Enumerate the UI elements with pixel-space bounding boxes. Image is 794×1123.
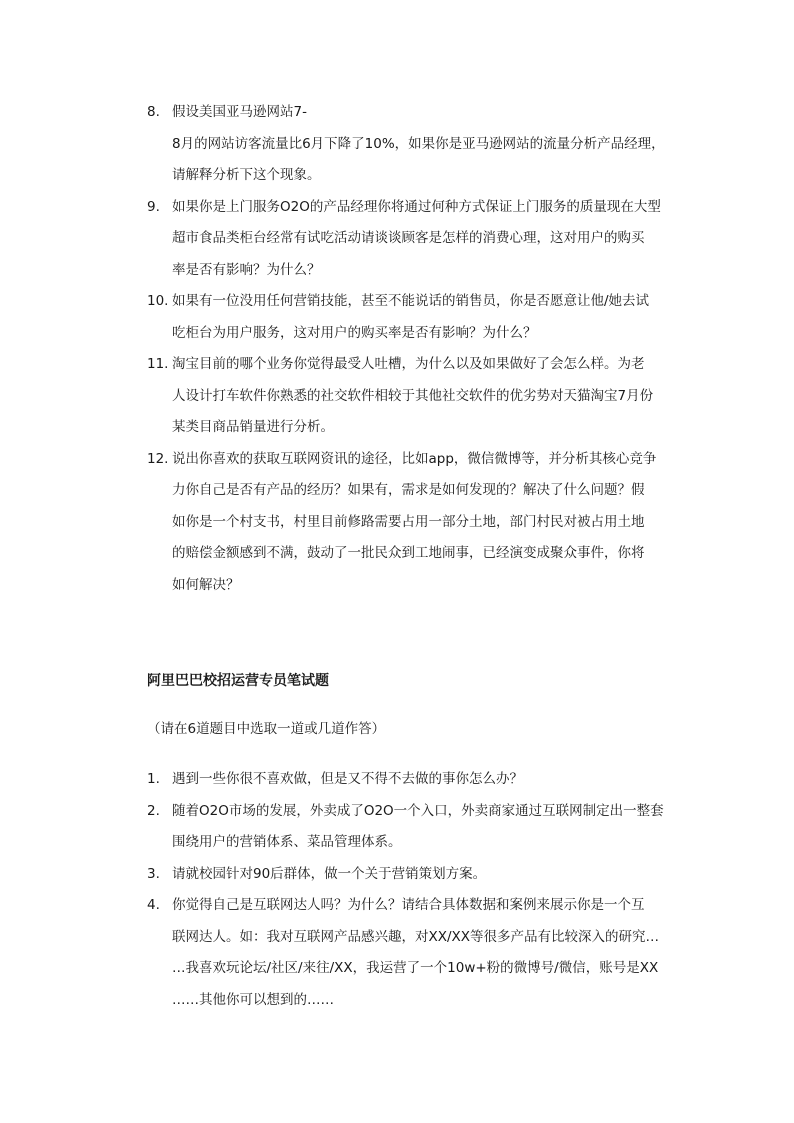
list-item (147, 859, 687, 891)
item-text-line: 8月的网站访客流量比6月下降了10%，如果你是亚马逊网站的流量分析产品经理， (172, 135, 665, 152)
list-item (147, 286, 687, 349)
item-number: 10. (147, 293, 169, 309)
section-heading: 阿里巴巴校招运营专员笔试题 (147, 673, 329, 689)
item-text-line: 如你是一个村支书，村里目前修路需要占用一部分土地，部门村民对被占用土地 (172, 513, 645, 530)
section-note: （请在6道题目中选取一道或几道作答） (147, 721, 386, 737)
item-text-line: 如果你是上门服务O2O的产品经理你将通过何种方式保证上门服务的质量现在大型 (172, 198, 661, 215)
item-text-line: 随着O2O市场的发展，外卖成了O2O一个入口，外卖商家通过互联网制定出一整套 (172, 802, 664, 819)
item-text-line: …我喜欢玩论坛/社区/来往/XX，我运营了一个10w+粉的微博号/微信，账号是XX (172, 960, 659, 976)
item-text-line: 遇到一些你很不喜欢做，但是又不得不去做的事你怎么办？ (172, 771, 523, 787)
item-number: 2. (147, 802, 160, 819)
item-text-line: 假设美国亚马逊网站7- (172, 104, 307, 120)
list-item (147, 97, 687, 192)
item-text-line: 说出你喜欢的获取互联网资讯的途径，比如app，微信微博等，并分析其核心竞争 (172, 450, 657, 467)
question-list-product (147, 97, 687, 601)
item-text-line: 围绕用户的营销体系、菜品管理体系。 (172, 834, 402, 850)
item-text-line: 请就校园针对90后群体，做一个关于营销策划方案。 (172, 865, 487, 882)
item-text-line: 淘宝目前的哪个业务你觉得最受人吐槽，为什么以及如果做好了会怎么样。为老 (172, 356, 645, 372)
item-text-line: 你觉得自己是互联网达人吗？为什么？请结合具体数据和案例来展示你是一个互 (172, 897, 645, 913)
list-item (147, 192, 687, 287)
list-item (147, 764, 687, 796)
list-item (147, 796, 687, 859)
item-text-line: 率是否有影响？为什么？ (172, 261, 321, 278)
list-item (147, 444, 687, 602)
item-number: 4. (147, 897, 160, 913)
item-text-line: ……其他你可以想到的…… (172, 991, 334, 1008)
item-number: 1. (147, 771, 160, 787)
list-item (147, 349, 687, 444)
item-text-line: 请解释分析下这个现象。 (172, 167, 321, 183)
item-text-line: 力你自己是否有产品的经历？如果有，需求是如何发现的？解决了什么问题？假 (172, 482, 645, 498)
item-number: 3. (147, 865, 160, 882)
item-text-line: 联网达人。如：我对互联网产品感兴趣，对XX/XX等很多产品有比较深入的研究… (172, 928, 660, 945)
item-number: 11. (147, 356, 169, 372)
item-number: 8. (147, 104, 160, 120)
item-text-line: 如何解决？ (172, 576, 240, 593)
item-number: 12. (147, 450, 169, 467)
item-number: 9. (147, 198, 160, 215)
item-text-line: 吃柜台为用户服务，这对用户的购买率是否有影响？为什么？ (172, 324, 537, 341)
list-item (147, 890, 687, 1016)
item-text-line: 超市食品类柜台经常有试吃活动请谈谈顾客是怎样的消费心理，这对用户的购买 (172, 230, 645, 246)
item-text-line: 人设计打车软件你熟悉的社交软件相较于其他社交软件的优劣势对天猫淘宝7月份 (172, 387, 654, 404)
item-text-line: 如果有一位没用任何营销技能，甚至不能说话的销售员，你是否愿意让他/她去试 (172, 293, 650, 309)
item-text-line: 的赔偿金额感到不满，鼓动了一批民众到工地闹事，已经演变成聚众事件，你将 (172, 545, 645, 561)
question-list-operations (147, 764, 687, 1016)
item-text-line: 某类目商品销量进行分析。 (172, 419, 334, 435)
